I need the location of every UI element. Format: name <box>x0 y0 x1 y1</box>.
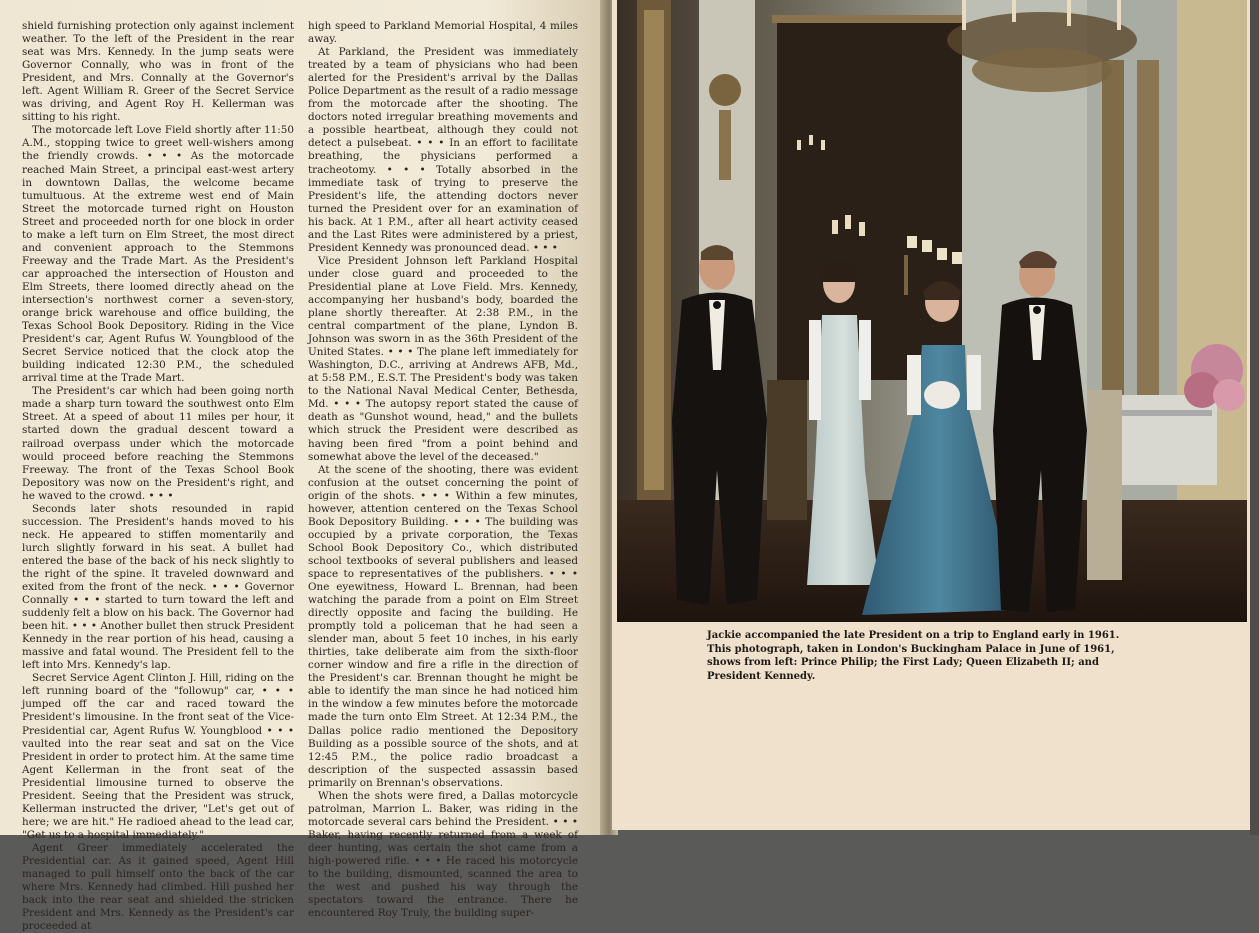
paragraph: At the scene of the shooting, there was evident confusion at the outset concerning the point of origin of the shots. • • • Within a few minutes, however, attention centered on the Texas School Book Depository Building. • • • The building was occupied by a private corporation, the Texas School Book Depository Co., which distributed school textbooks of several publishers and leased space to representatives of the publishers. • • • One eyewitness, Howard L. Brennan, had been watching the parade from a point on Elm Street directly opposite and facing the building. He promptly told a policeman that he had seen a slender man, about 5 feet 10 inches, in his early thirties, take deliberate aim from the sixth-floor corner window and fire a rifle in the direction of the President's car. Brennan thought he might be able to identify the man since he had noticed him in the window a few minutes before the motorcade made the turn onto Elm Street. At 12:34 P.M., the Dallas police radio mentioned the Depository Building as a possible source of the shots, and at 12:45 P.M., the police radio broadcast a description of the suspected assassin based primarily on Brennan's observations. <box>308 463 578 789</box>
paragraph: shield furnishing protection only against inclement weather. To the left of the President in the rear seat was Mrs. Kennedy. In the jump seats were Governor Connally, who was in front of the President, and Mrs. Connally at the Governor's left. Agent William R. Greer of the Secret Service was driving, and Agent Roy H. Kellerman was sitting to his right. <box>22 20 294 124</box>
palace-photograph <box>617 0 1247 622</box>
paragraph: Seconds later shots resounded in rapid succession. The President's hands moved to his neck. He appeared to stiffen momentarily and lurch slightly forward in his seat. A bullet had entered the base of the back of his neck slightly to the right of the spine. It traveled downward and exited from the front of the neck. • • • Governor Connally • • • started to turn toward the left and suddenly felt a blow on his back. The Governor had been hit. • • • Another bullet then struck President Kennedy in the rear portion of his head, causing a massive and fatal wound. The President fell to the left into Mrs. Kennedy's lap. <box>22 502 294 672</box>
paragraph: When the shots were fired, a Dallas motorcycle patrolman, Marrion L. Baker, was riding in the motorcade several cars behind the President. • • • Baker, having recently returned from a week of deer hunting, was certain the shot came from a high-powered rifle. • • • He raced his motorcycle to the building, dismounted, scanned the area to the west and pushed his way through the spectators toward the entrance. There he encountered Roy Truly, the building super- <box>308 789 578 920</box>
paragraph: The motorcade left Love Field shortly after 11:50 A.M., stopping twice to greet well-wishers among the friendly crowds. • • • As the motorcade reached Main Street, a principal east-west artery in downtown Dallas, the welcome became tumultuous. At the extreme west end of Main Street the motorcade turned right on Houston Street and proceeded north for one block in order to make a left turn on Elm Street, the most direct and convenient approach to the Stemmons Freeway and the Trade Mart. As the President's car approached the intersection of Houston and Elm Streets, there loomed directly ahead on the intersection's northwest corner a seven-story, orange brick warehouse and office building, the Texas School Book Depository. Riding in the Vice President's car, Agent Rufus W. Youngblood of the Secret Service noticed that the clock atop the building indicated 12:30 P.M., the scheduled arrival time at the Trade Mart. <box>22 124 294 385</box>
paragraph: Agent Greer immediately accelerated the Presidential car. As it gained speed, Agent Hill managed to pull himself onto the back of the car where Mrs. Kennedy had climbed. Hill pushed her back into the rear seat and shielded the stricken President and Mrs. Kennedy as the President's car proceeded at <box>22 841 294 933</box>
paragraph: At Parkland, the President was immediately treated by a team of physicians who had been alerted for the President's arrival by the Dallas Police Department as the result of a radio message from the motorcade after the shooting. The doctors noted irregular breathing movements and a possible heartbeat, although they could not detect a pulsebeat. • • • In an effort to facilitate breathing, the physicians performed a tracheotomy. • • • Totally absorbed in the immediate task of trying to preserve the President's life, the attending doctors never turned the President over for an examination of his back. At 1 P.M., after all heart activity ceased and the Last Rites were administered by a priest, President Kennedy was pronounced dead. • • • <box>308 46 578 254</box>
gilded-pilaster <box>1102 60 1124 440</box>
photo-caption: Jackie accompanied the late President on a trip to England early in 1961. This photograph, taken in London's Buckingham Palace in June of 1961, shows from left: Prince Philip; the First Lady; Queen Elizabeth II; and President Kennedy. <box>707 630 1120 682</box>
page-edge <box>1250 0 1259 835</box>
paragraph: Vice President Johnson left Parkland Hospital under close guard and proceeded to the Presidential plane at Love Field. Mrs. Kennedy, accompanying her husband's body, boarded the plane shortly thereafter. At 2:38 P.M., in the central compartment of the plane, Lyndon B. Johnson was sworn in as the 36th President of the United States. • • • The plane left immediately for Washington, D.C., arriving at Andrews AFB, Md., at 5:58 P.M., E.S.T. The President's body was taken to the National Naval Medical Center, Bethesda, Md. • • • The autopsy report stated the cause of death as "Gunshot wound, head," and the bullets which struck the President were described as having been fired "from a point behind and somewhat above the level of the deceased." <box>308 254 578 463</box>
paragraph: high speed to Parkland Memorial Hospital, 4 miles away. <box>308 20 578 46</box>
text-column-2 <box>308 20 578 920</box>
paragraph: Secret Service Agent Clinton J. Hill, riding on the left running board of the "followup" car, • • • jumped off the car and raced toward the President's limousine. In the front seat of the Vice-Presidential car, Agent Rufus W. Youngblood • • • vaulted into the rear seat and sat on the Vice President in order to protect him. At the same time Agent Kellerman in the front seat of the Presidential limousine turned to observe the President. Seeing that the President was struck, Kellerman instructed the driver, "Let's get out of here; we are hit." He radioed ahead to the lead car, "Get us to a hospital immediately." <box>22 672 294 841</box>
left-page <box>0 0 605 933</box>
paragraph: The President's car which had been going north made a sharp turn toward the southwest onto Elm Street. At a speed of about 11 miles per hour, it started down the gradual descent toward a railroad overpass under which the motorcade would proceed before reaching the Stemmons Freeway. The front of the Texas School Book Depository was now on the President's right, and he waved to the crowd. • • • <box>22 385 294 502</box>
text-column-1 <box>22 20 294 933</box>
ornament <box>709 74 741 106</box>
console-table <box>1107 395 1217 485</box>
chair <box>767 380 807 520</box>
chair <box>1087 390 1122 580</box>
